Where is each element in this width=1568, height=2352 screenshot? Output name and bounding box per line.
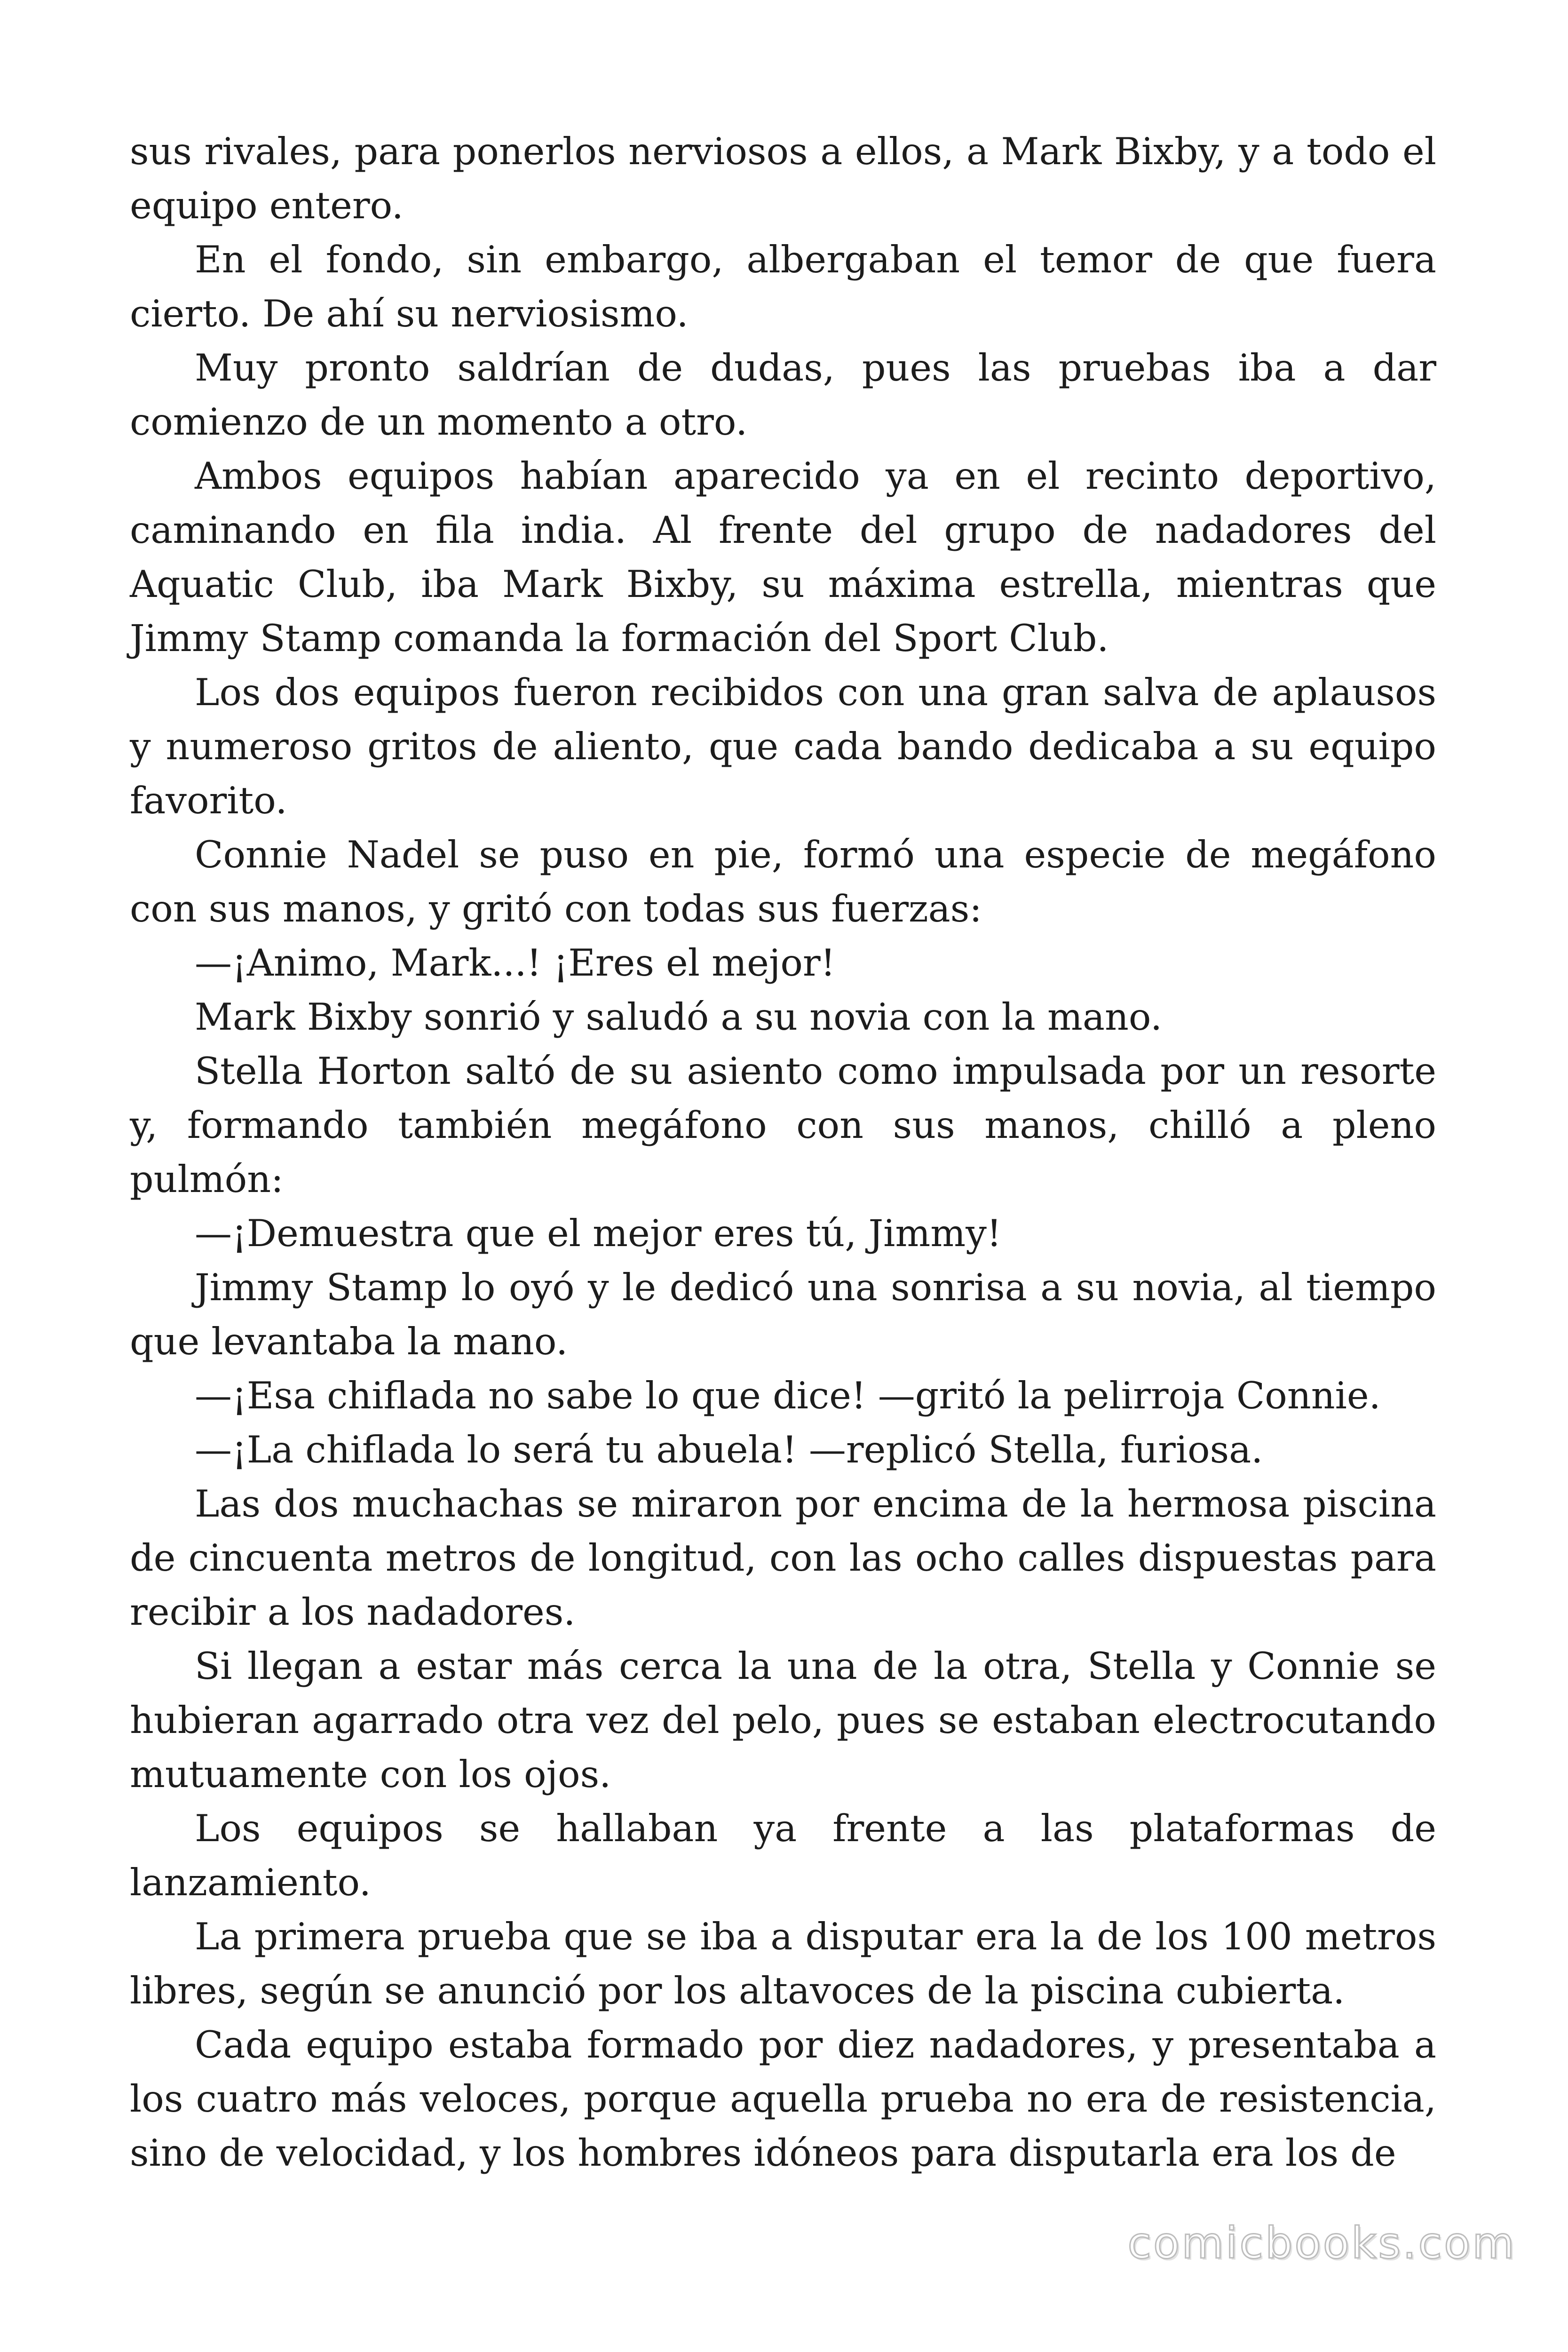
paragraph: Cada equipo estaba formado por diez nadadores, y presentaba a los cuatro más veloces, porque aquella prueba no era de resistencia, sino de velocidad, y los hombres idóneos para disputarla era los de <box>130 2023 1436 2175</box>
paragraph: sus rivales, para ponerlos nerviosos a ellos, a Mark Bixby, y a todo el equipo entero. <box>130 130 1436 227</box>
paragraph: Mark Bixby sonrió y saludó a su novia con la mano. <box>195 995 1163 1039</box>
watermark-text: comicbooks.com <box>1127 2218 1516 2268</box>
paragraph: Ambos equipos habían aparecido ya en el recinto deportivo, caminando en fila india. Al frente del grupo de nadadores del Aquatic Club, iba Mark Bixby, su máxima estrella, mientras que Jimmy Stamp comanda la formación del Sport Club. <box>130 454 1436 660</box>
paragraph: Si llegan a estar más cerca la una de la otra, Stella y Connie se hubieran agarrado otra vez del pelo, pues se estaban electrocutando mutuamente con los ojos. <box>130 1645 1436 1796</box>
paragraph: Connie Nadel se puso en pie, formó una especie de megáfono con sus manos, y gritó con todas sus fuerzas: <box>130 833 1436 930</box>
paragraph: La primera prueba que se iba a disputar era la de los 100 metros libres, según se anunció por los altavoces de la piscina cubierta. <box>130 1915 1436 2012</box>
dialogue-line: —¡Demuestra que el mejor eres tú, Jimmy! <box>195 1212 1002 1255</box>
dialogue-line: —¡Animo, Mark...! ¡Eres el mejor! <box>195 941 836 985</box>
dialogue-line: —¡La chiflada lo será tu abuela! —replicó Stella, furiosa. <box>195 1428 1263 1471</box>
paragraph: Los equipos se hallaban ya frente a las plataformas de lanzamiento. <box>130 1807 1436 1904</box>
paragraph: Stella Horton saltó de su asiento como impulsada por un resorte y, formando también megáfono con sus manos, chilló a pleno pulmón: <box>130 1049 1436 1201</box>
paragraph: Las dos muchachas se miraron por encima de la hermosa piscina de cincuenta metros de longitud, con las ocho calles dispuestas para recibir a los nadadores. <box>130 1482 1436 1634</box>
paragraph: Los dos equipos fueron recibidos con una gran salva de aplausos y numeroso gritos de aliento, que cada bando dedicaba a su equipo favorito. <box>130 671 1436 822</box>
dialogue-line: —¡Esa chiflada no sabe lo que dice! —gritó la pelirroja Connie. <box>195 1374 1381 1417</box>
paragraph: Jimmy Stamp lo oyó y le dedicó una sonrisa a su novia, al tiempo que levantaba la mano. <box>130 1266 1436 1363</box>
paragraph: En el fondo, sin embargo, albergaban el temor de que fuera cierto. De ahí su nerviosismo. <box>130 238 1436 335</box>
body-text <box>130 125 1436 2180</box>
paragraph: Muy pronto saldrían de dudas, pues las pruebas iba a dar comienzo de un momento a otro. <box>130 346 1436 444</box>
